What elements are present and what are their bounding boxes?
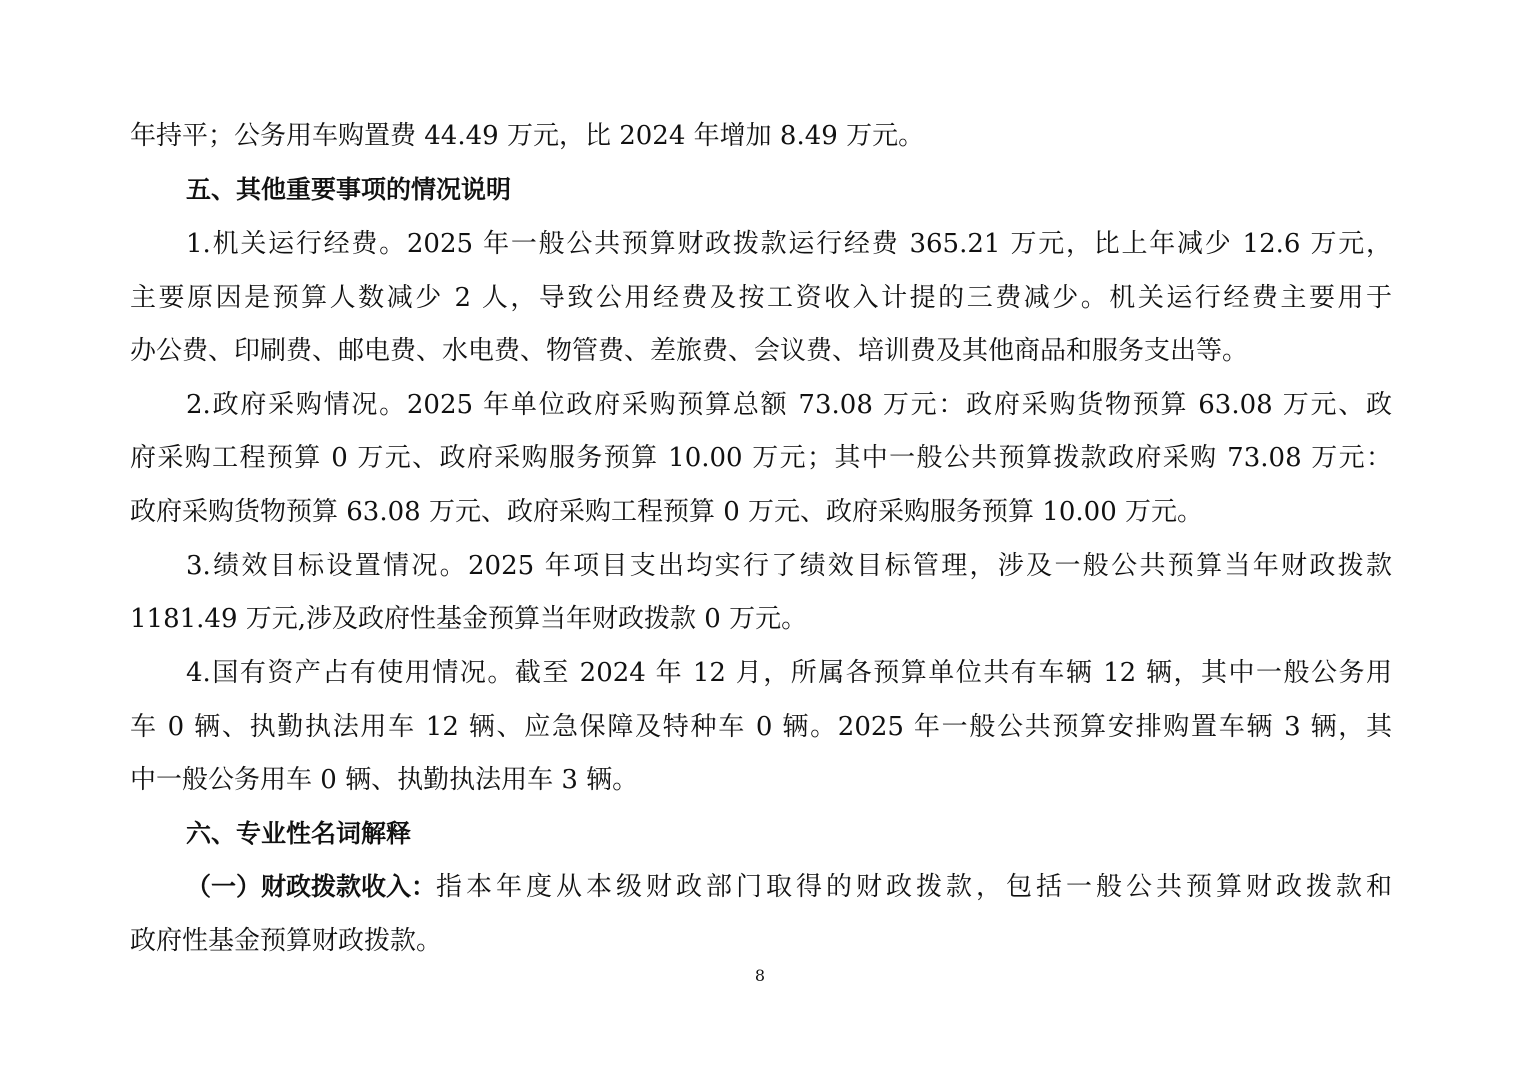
paragraph-line: 政府性基金预算财政拨款。: [130, 926, 443, 956]
term-definition-text: 指本年度从本级财政部门取得的财政拨款，包括一般公共预算财政拨款和: [436, 872, 1392, 902]
paragraph-line: 2.政府采购情况。2025 年单位政府采购预算总额 73.08 万元：政府采购货物预算 63.08 万元、政: [186, 390, 1392, 420]
paragraph-line: 府采购工程预算 0 万元、政府采购服务预算 10.00 万元；其中一般公共预算拨款政府采购 73.08 万元：: [130, 443, 1392, 473]
paragraph-line: 办公费、印刷费、邮电费、水电费、物管费、差旅费、会议费、培训费及其他商品和服务支出等。: [130, 336, 1249, 366]
paragraph-line: 4.国有资产占有使用情况。截至 2024 年 12 月，所属各预算单位共有车辆 12 辆，其中一般公务用: [186, 658, 1392, 688]
paragraph-line: 政府采购货物预算 63.08 万元、政府采购工程预算 0 万元、政府采购服务预算 10.00 万元。: [130, 497, 1203, 527]
paragraph-line: 3.绩效目标设置情况。2025 年项目支出均实行了绩效目标管理，涉及一般公共预算当年财政拨款: [186, 551, 1392, 581]
section-heading-six: 六、专业性名词解释: [186, 819, 412, 848]
paragraph-line: 车 0 辆、执勤执法用车 12 辆、应急保障及特种车 0 辆。2025 年一般公共预算安排购置车辆 3 辆，其: [130, 712, 1392, 742]
page-number: 8: [754, 966, 766, 985]
paragraph-line: 1.机关运行经费。2025 年一般公共预算财政拨款运行经费 365.21 万元，比上年减少 12.6 万元，: [186, 229, 1392, 259]
paragraph-line: 1181.49 万元,涉及政府性基金预算当年财政拨款 0 万元。: [130, 604, 808, 634]
section-heading-five: 五、其他重要事项的情况说明: [186, 175, 512, 204]
term-label: （一）财政拨款收入：: [186, 872, 437, 901]
paragraph-line: 中一般公务用车 0 辆、执勤执法用车 3 辆。: [130, 765, 639, 795]
term-definition-line: [186, 867, 1392, 907]
paragraph-line: 主要原因是预算人数减少 2 人，导致公用经费及按工资收入计提的三费减少。机关运行经费主要用于: [130, 283, 1392, 313]
paragraph-line: 年持平；公务用车购置费 44.49 万元，比 2024 年增加 8.49 万元。: [130, 121, 925, 151]
